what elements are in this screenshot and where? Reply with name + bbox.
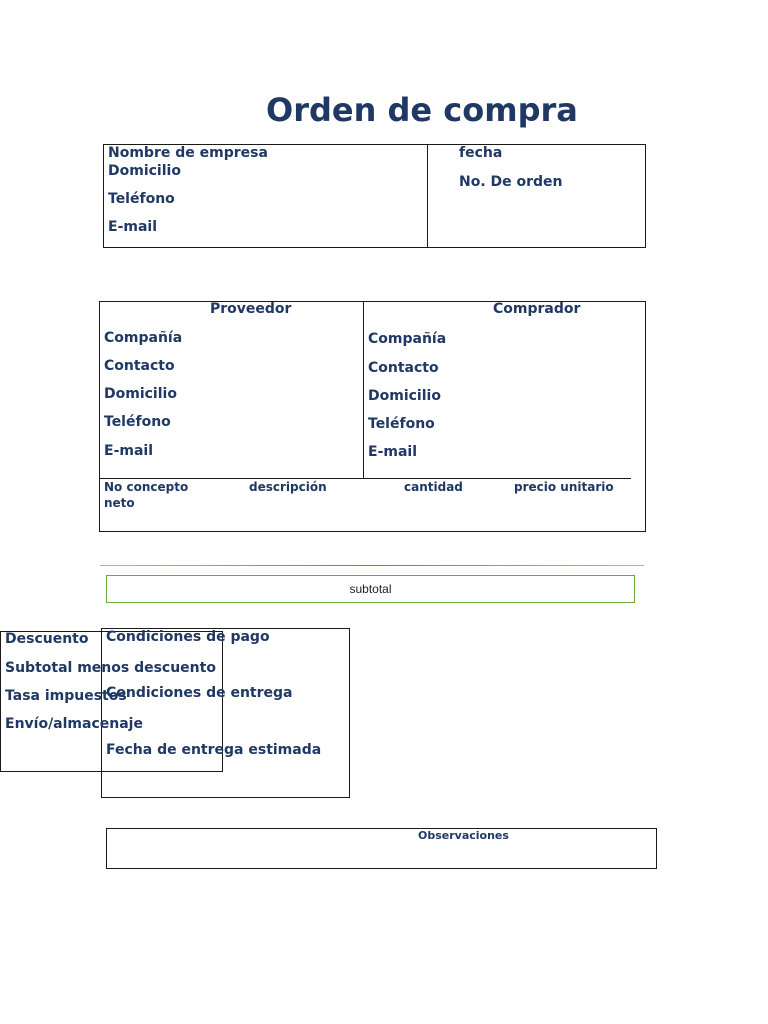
subtotal-less-discount-label: Subtotal menos descuento	[5, 660, 216, 676]
tax-rate-label: Tasa impuestos	[5, 688, 127, 704]
buyer-company-label: Compañía	[368, 331, 447, 347]
column-header-unit-price: precio unitario	[514, 480, 614, 494]
subtotal-box	[106, 575, 635, 603]
shipping-label: Envío/almacenaje	[5, 716, 143, 732]
supplier-company-label: Compañía	[104, 330, 183, 346]
column-header-description: descripción	[249, 480, 327, 494]
buyer-contact-label: Contacto	[368, 360, 439, 376]
discount-label: Descuento	[5, 631, 89, 647]
delivery-conditions-label: Condiciones de entrega	[106, 685, 293, 701]
conditions-box	[101, 628, 350, 798]
column-header-net: neto	[104, 496, 135, 510]
column-header-quantity: cantidad	[404, 480, 463, 494]
estimated-delivery-label: Fecha de entrega estimada	[106, 742, 322, 758]
column-header-concept-number: No concepto	[104, 480, 189, 494]
buyer-header: Comprador	[493, 301, 581, 317]
supplier-email-label: E-mail	[104, 443, 154, 459]
items-header-rule	[99, 478, 631, 479]
buyer-email-label: E-mail	[368, 444, 418, 460]
company-info-divider	[427, 144, 428, 248]
supplier-contact-label: Contacto	[104, 358, 175, 374]
company-name-label: Nombre de empresa	[108, 145, 268, 161]
subtotal-label: subtotal	[349, 582, 392, 596]
parties-divider	[363, 301, 364, 479]
payment-conditions-label: Condiciones de pago	[106, 629, 270, 645]
section-divider	[100, 565, 644, 566]
order-number-label: No. De orden	[459, 174, 563, 190]
date-label: fecha	[459, 145, 503, 161]
supplier-header: Proveedor	[210, 301, 292, 317]
observations-label: Observaciones	[418, 829, 509, 842]
page-title: Orden de compra	[266, 91, 578, 129]
buyer-address-label: Domicilio	[368, 388, 441, 404]
buyer-phone-label: Teléfono	[368, 416, 435, 432]
observations-box	[106, 828, 657, 869]
supplier-address-label: Domicilio	[104, 386, 177, 402]
supplier-phone-label: Teléfono	[104, 414, 171, 430]
company-email-label: E-mail	[108, 219, 158, 235]
company-phone-label: Teléfono	[108, 191, 175, 207]
company-address-label: Domicilio	[108, 163, 181, 179]
